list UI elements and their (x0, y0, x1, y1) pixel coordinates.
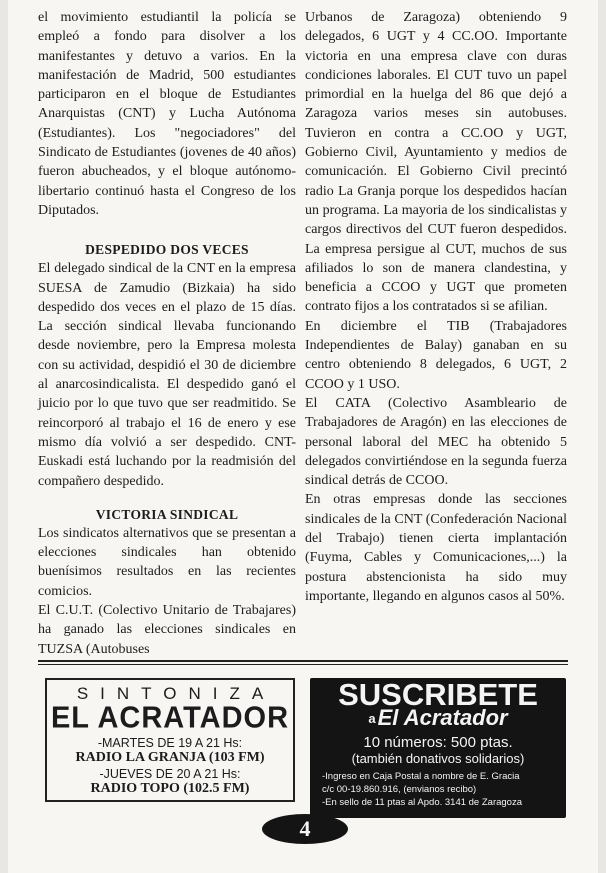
subscribe-instruction-1: -Ingreso en Caja Postal a nombre de E. Gracia (322, 771, 520, 782)
radio-schedule-2: -JUEVES DE 20 A 21 Hs: (99, 767, 241, 781)
subscribe-ad-box (310, 678, 566, 818)
subscribe-price: 10 números: 500 ptas. (363, 734, 513, 751)
cata-paragraph: El CATA (Colectivo Asambleario de Trabajadores de Aragón) en las elecciones de personal laboral del MEC ha obtenido 5 delegados convirtiéndose en la segunda fuerza sindical detrás de CCOO. (305, 395, 567, 489)
right-column (305, 8, 567, 606)
divider-rule (38, 660, 568, 662)
intro-paragraph: el movimiento estudiantil la policía se empleó a fondo para disolver a los manifestantes y detuvo a varios. En la manifestación de Madrid, 500 estudiantes participaron en el bloque de Estudiantes Anarquistas (CNT) y Lucha Autónoma (Estudiantes). Los "negociadores" del Sindicato de Estudiantes (jovenes de 40 años) fueron abucheados, y el bloque autónomo-libertario continuó hasta el Congreso de los Diputados. (38, 10, 296, 218)
section-title-despedido: DESPEDIDO DOS VECES (85, 242, 249, 258)
radio-ad-box (45, 678, 295, 802)
subscribe-title: SUSCRIBETE (338, 677, 538, 712)
page-number: 4 (262, 814, 348, 844)
radio-station-2: RADIO TOPO (102.5 FM) (90, 781, 250, 796)
subscribe-note: (también donativos solidarios) (351, 751, 525, 766)
radio-station-1: RADIO LA GRANJA (103 FM) (75, 750, 265, 765)
victoria-paragraph-2: El C.U.T. (Colectivo Unitario de Trabajares) ha ganado las elecciones sindicales en TUZSA (Autobuses (38, 603, 296, 657)
cnt-paragraph: En otras empresas donde las secciones sindicales de la CNT (Confederación Nacional del Trabajo) tienen cierta implantación (Fuyma, Cables y Comunicaciones,...) la postura abstencionista ha sido muy importante, llegando en algunos casos al 50%. (305, 492, 567, 604)
radio-ad-title: EL ACRATADOR (50, 701, 290, 735)
despedido-paragraph: El delegado sindical de la CNT en la empresa SUESA de Zamudio (Bizkaia) ha sido despedido dos veces en el plazo de 15 días. La sección sindical llevaba funcionando desde noviembre, pero la Empresa molesta con su actividad, despidió el 30 de diciembre al anarcosindicalista. El despedido ganó el juicio por lo que tuvo que ser readmitido. Se reincorporó al trabajo el 16 de enero y ese mismo día volvió a ser despedido. CNT- Euskadi está luchando por la readmisión del compañero despedido. (38, 261, 296, 489)
left-column (38, 8, 296, 659)
subscribe-instruction-2: c/c 00-19.860.916, (envianos recibo) (322, 784, 477, 795)
subscribe-name: El Acratador (377, 705, 508, 730)
subscribe-a: a (368, 711, 376, 726)
radio-ad-tagline: SINTONIZA (76, 684, 276, 703)
subscribe-instructions (310, 770, 566, 809)
section-title-victoria: VICTORIA SINDICAL (95, 506, 239, 522)
radio-schedule-1: -MARTES DE 19 A 21 Hs: (97, 736, 243, 750)
victoria-paragraph-1: Los sindicatos alternativos que se presentan a elecciones sindicales han obtenido buenísimos resultados en las recientes comicios. (38, 525, 296, 599)
cut-paragraph: Urbanos de Zaragoza) obteniendo 9 delegados, 6 UGT y 4 CC.OO. Importante victoria en una empresa clave con duras condiciones laborales. El CUT tuvo un papel primordial en la huelga del 86 que dejó a Zaragoza varios meses sin autobuses. Tuvieron en contra a CC.OO y UGT, Gobierno Civil, Ayuntamiento y medios de comunicación. El Gobierno Civil precintó radio La Granja porque los despedidos hacían un programa. La mayoria de los sindicalistas y cargos directivos del CUT fueron despedidos. La empresa persigue al CUT, muchos de sus afiliados lo son de manera clandestina, y beneficia a CCOO y UGT que prometen contrato fijos a los contratados si se afilian. (305, 10, 567, 315)
divider-rule-thin (38, 664, 568, 665)
tib-paragraph: En diciembre el TIB (Trabajadores Independientes de Balay) ganaban en su centro obteniendo 8 delegados, 6 UGT, 2 CCOO y 1 USO. (305, 318, 567, 392)
subscribe-instruction-3: -En sello de 11 ptas al Apdo. 3141 de Zaragoza (322, 797, 522, 808)
